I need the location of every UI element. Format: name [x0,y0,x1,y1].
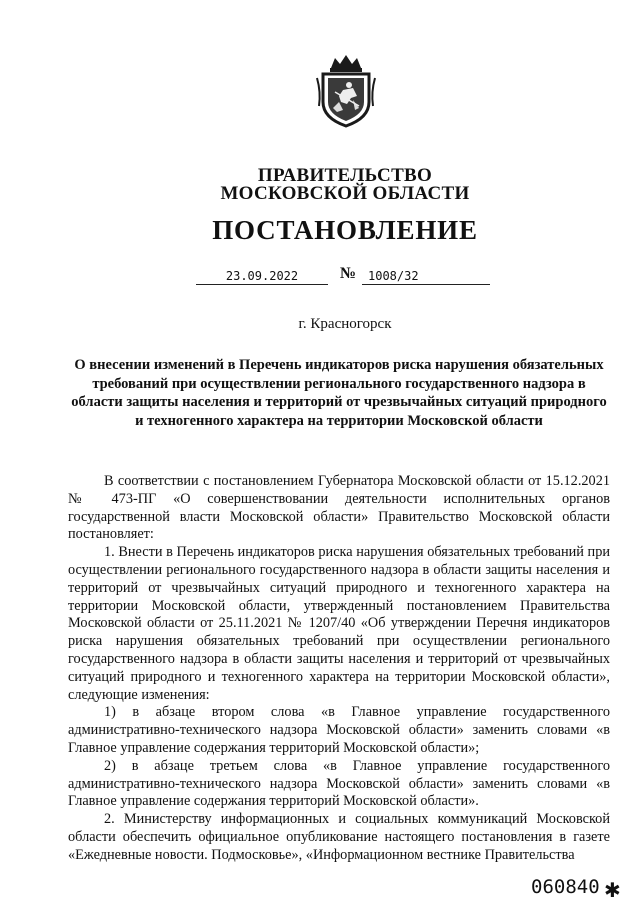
number-sign: № [340,265,357,282]
document-title: О внесении изменений в Перечень индикаторов риска нарушения обязательных требований при осуществлении регионального государственного надзора в области защиты населения и территорий от чрезвычайных ситуаций природного и техногенного характера на территории Московской области [71,357,607,429]
document-date: 23.09.2022 [196,268,328,285]
clause-1-paragraph: 1. Внести в Перечень индикаторов риска нарушения обязательных требований при осуществлении регионального государственного надзора в области защиты населения и территорий от чрезвычайных ситуаций природного и техногенного характера на территории Московской области, утвержденный постановлением Правительства Московской области от 25.11.2021 № 1207/40 «Об утверждении Перечня индикаторов риска нарушения обязательных требований при осуществлении регионального государственного надзора в области защиты населения и территорий от чрезвычайных ситуаций природного и техногенного характера на территории Московской области», следующие изменения: [68,544,610,703]
document-number: 1008/32 [362,268,490,285]
registration-stamp-number: 060840 [531,876,600,898]
stamp-mark-icon: ✱ [604,880,621,902]
subclause-1-paragraph: 1) в абзаце втором слова «в Главное управление государственного административно-технического надзора Московской области» заменить словами «в Главное управление содержания территорий Московской области»; [68,704,610,756]
coat-of-arms-icon [313,52,379,128]
document-body [68,473,610,865]
preamble-paragraph: В соответствии с постановлением Губернатора Московской области от 15.12.2021 № 473-ПГ «О совершенствовании деятельности исполнительных органов государственной власти Московской области» Правительство Московской области постановляет: [68,473,610,543]
document-type: ПОСТАНОВЛЕНИЕ [212,215,478,245]
subclause-2-paragraph: 2) в абзаце третьем слова «в Главное управление государственного административно-технического надзора Московской области» заменить словами «в Главное управление содержания территорий Московской области». [68,757,610,810]
authority-name-line1: ПРАВИТЕЛЬСТВО [257,165,433,186]
clause-2-paragraph: 2. Министерству информационных и социальных коммуникаций Московской области обеспечить официальное опубликование настоящего постановления в газете «Ежедневные новости. Подмосковье», «Информационном вестнике Правительства [68,811,610,863]
document-city: г. Красногорск [298,316,392,332]
authority-name-line2: МОСКОВСКОЙ ОБЛАСТИ [220,183,470,204]
